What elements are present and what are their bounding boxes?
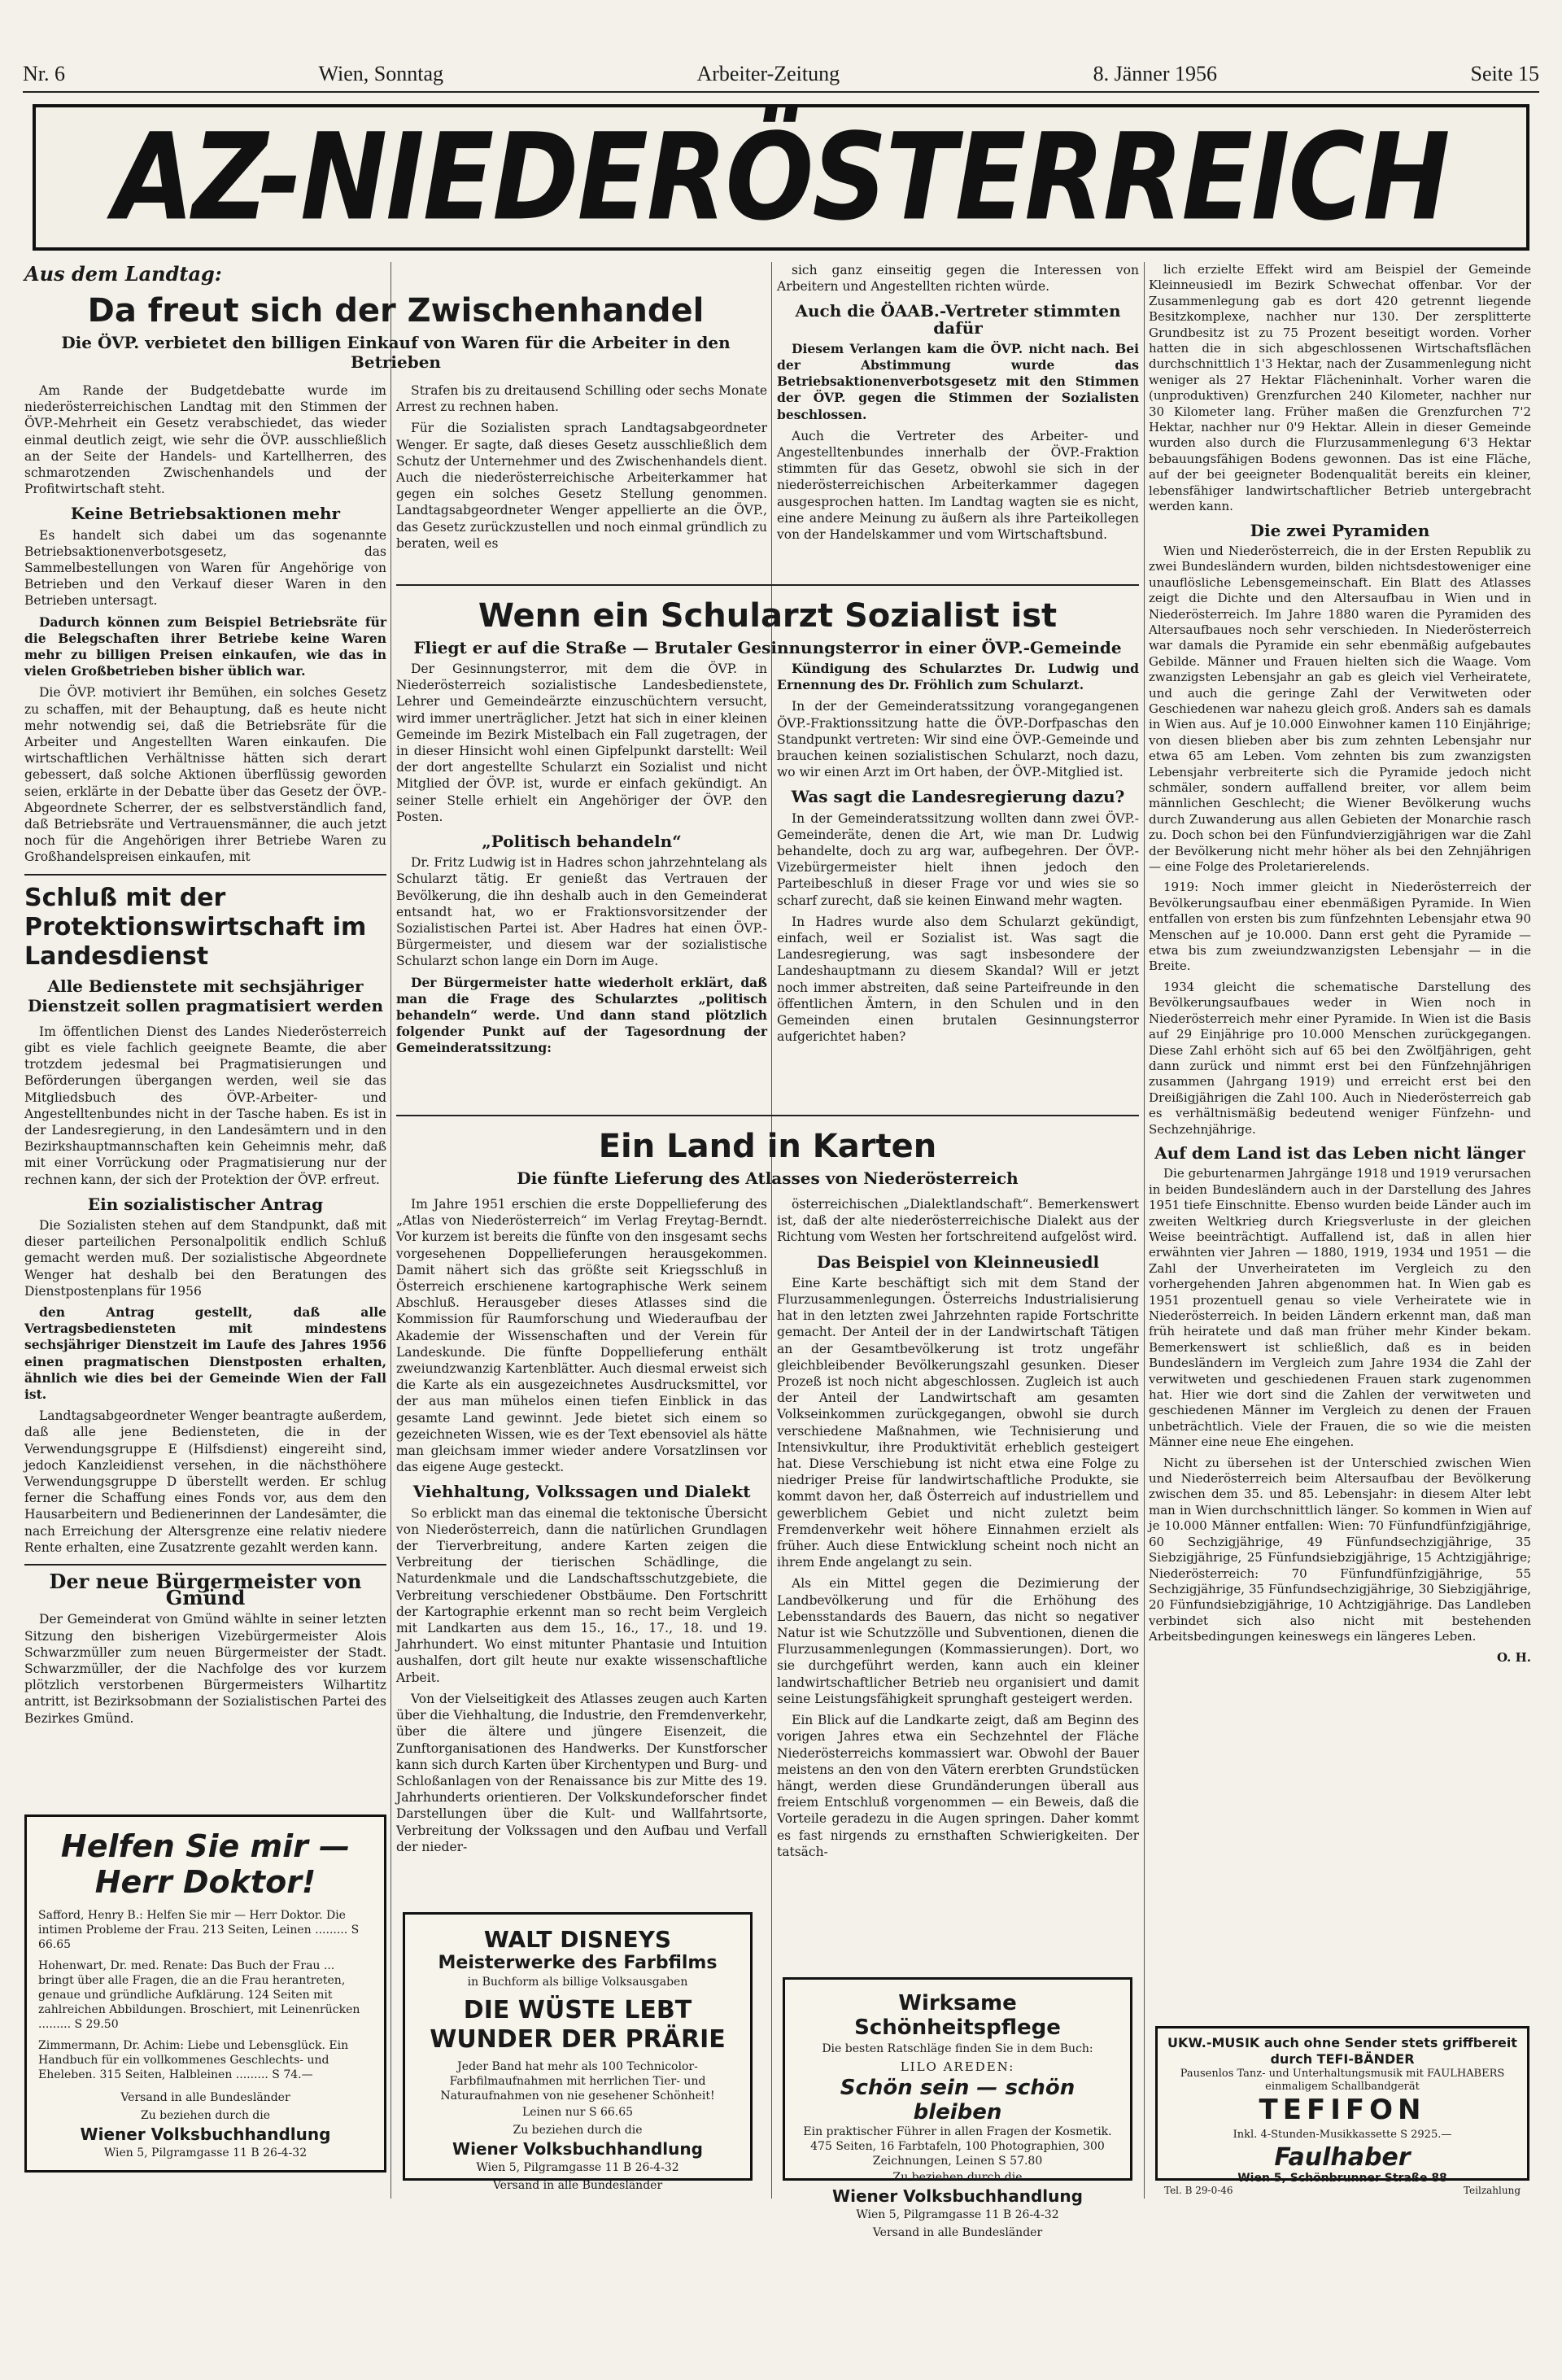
paragraph: Dadurch können zum Beispiel Betriebsräte für die Belegschaften ihrer Betriebe keine Waren mehr zu billigen Preisen einkaufen, wie das in vielen Großbetrieben bisher üblich war. bbox=[24, 614, 386, 679]
paragraph: Auch die Vertreter des Arbeiter- und Angestelltenbundes innerhalb der ÖVP.-Fraktion stimmten für das Gesetz, obwohl sie sich in der niederösterreichischen Arbeiterkammer dagegen ausgesprochen hatten. Im Landtag wagten sie es nicht, eine andere Meinung zu äußern als ihre Parteikollegen von der Handelskammer und vom Wirtschaftsbund. bbox=[777, 428, 1139, 543]
ad-line: Pausenlos Tanz- und Unterhaltungsmusik mit FAULHABERS einmaligem Schallbandgerät bbox=[1180, 2068, 1505, 2093]
paragraph: In der der Gemeinderatssitzung vorangegangenen ÖVP.-Fraktionssitzung hatte die ÖVP.-Dorfpaschas den Standpunkt vertreten: Wir sind eine ÖVP.-Gemeinde und brauchen keinen sozialistischen Schularzt, noch dazu, wo wir einen Arzt im Ort haben, der ÖVP.-Mitglied ist. bbox=[777, 699, 1139, 780]
ad-desc: Jeder Band hat mehr als 100 Technicolor-Farbfilmaufnahmen mit herrlichen Tier- und Naturaufnahmen von nie gesehener Schönheit! bbox=[440, 2060, 715, 2103]
paragraph: Der Gemeinderat von Gmünd wählte in seiner letzten Sitzung den bisherigen Vizebürgermeister Alois Schwarzmüller zum neuen Bürgermeister der Stadt. Schwarzmüller, der die Nachfolge des vor kurzem plötzlich verstorbenen Bürgermeisters Wilhartitz antritt, ist Bezirksobmann der Sozialistischen Partei des Bezirkes Gmünd. bbox=[24, 1612, 386, 1726]
paragraph: Wien und Niederösterreich, die in der Ersten Republik zu zwei Bundesländern wurden, bilden nichtsdestoweniger eine unauflösliche Lebensgemeinschaft. Ein Blatt des Atlasses zeigt die Dichte und den Altersaufbau in Wien und in Niederösterreich. Im Jahre 1880 waren die Pyramiden des Altersaufbaues noch sehr verschieden. In Niederösterreich war damals die Pyramide ein sehr ebenmäßig aufgebautes Gebilde. Männer und Frauen hielten sich die Waage. Vom zwanzigsten Lebensjahr an gab es gleich viel Verheiratete, und auch die geringe Zahl der Verwitweten oder Geschiedenen war nahezu gleich groß. Anders sah es damals in Wien aus. Auf je 10.000 Einwohner kamen 110 Einjährige; von diesen blieben aber bis zum zehnten Lebensjahr nur etwa 65 am Leben. Vom zehnten bis zum zwanzigsten Lebensjahr verbreiterte sich die Pyramide jedoch nicht schmäler, sondern auffallend breiter, vor allem beim männlichen Geschlecht; die Wiener Bevölkerung wuchs durch Zuwanderung aus allen Gebieten der Monarchie rasch zu. Doch schon bei den Fünfundvierzigjährigen war die Zahl der Bevölkerung nicht mehr höher als bei den Zehnjährigen — eine Folge des Proletarierelends. bbox=[1149, 543, 1531, 875]
article-dek: Die fünfte Lieferung des Atlasses von Niederösterreich bbox=[517, 1168, 1019, 1188]
paragraph: Dr. Fritz Ludwig ist in Hadres schon jahrzehntelang als Schularzt tätig. Er genießt das Vertrauen der Bevölkerung, die ihn deshalb auch in den Gemeinderat entsandt hat, wo er Fraktionsvorsitzender der Sozialistischen Partei ist. Aber Hadres hat einen ÖVP.-Bürgermeister, und diesem war der sozialistische Schularzt schon lange ein Dorn im Auge. bbox=[396, 855, 767, 969]
column-2-top bbox=[396, 382, 767, 557]
ad-footer: Zu beziehen durch die bbox=[513, 2124, 643, 2137]
column-rule bbox=[390, 262, 391, 2199]
paragraph: Kündigung des Schularztes Dr. Ludwig und Ernennung des Dr. Fröhlich zum Schularzt. bbox=[777, 661, 1139, 693]
masthead-title: AZ-NIEDERÖSTERREICH bbox=[113, 107, 1449, 247]
paragraph: Eine Karte beschäftigt sich mit dem Stand der Flurzusammenlegungen. Österreichs Industrialisierung hat in den letzten zwei Jahrzehnten rapide Fortschritte gemacht. Der Anteil der in der Landwirtschaft Tätigen an der Gesamtbevölkerung ist trotz ungefähr gleichbleibender Bevölkerungszahl gesunken. Dieser Prozeß ist noch nicht abgeschlossen. Zugleich ist auch der Anteil der Landwirtschaft am gesamten Volkseinkommen zurückgegangen, obwohl sie durch verschiedene Maßnahmen, wie Technisierung und Intensivkultur, ihre Produktivität erheblich gesteigert hat. Diese Verschiebung ist nicht etwa eine Folge zu niedriger Preise für landwirtschaftliche Produkte, sie kommt davon her, daß Österreich auf industriellem und gewerblichem Gebiet und nicht zuletzt beim Fremdenverkehr weit höhere Einnahmen erzielt als früher. Auch diese Entwicklung scheint noch nicht an ihrem Ende angelangt zu sein. bbox=[777, 1275, 1139, 1570]
article-dek: Die ÖVP. verbietet den billigen Einkauf von Waren für die Arbeiter in den Betrieben bbox=[61, 333, 731, 372]
article-atlas-head bbox=[396, 1115, 1139, 1196]
subheading: Viehhaltung, Volkssagen und Dialekt bbox=[412, 1482, 751, 1502]
ad-address: Wien 5, Pilgramgasse 11 B 26-4-32 bbox=[856, 2208, 1059, 2221]
ad-item: Safford, Henry B.: Helfen Sie mir — Herr Doktor. Die intimen Probleme der Frau. 213 Seiten, Leinen ......... S 66.65 bbox=[38, 1909, 360, 1951]
ad-shop: Wiener Volksbuchhandlung bbox=[452, 2139, 703, 2159]
author-signature: O. H. bbox=[1496, 1649, 1531, 1665]
article-title: Wenn ein Schularzt Sozialist ist bbox=[478, 597, 1058, 635]
place-day: Wien, Sonntag bbox=[318, 62, 443, 85]
subheading: Keine Betriebsaktionen mehr bbox=[70, 504, 341, 524]
ad-line: UKW.-MUSIK auch ohne Sender stets griffbereit durch TEFI-BÄNDER bbox=[1167, 2035, 1517, 2067]
masthead bbox=[33, 104, 1529, 251]
ad-contact-row bbox=[1164, 2185, 1521, 2196]
ad-title: Wirksame Schönheitspflege bbox=[854, 1991, 1061, 2040]
article-title: Ein Land in Karten bbox=[598, 1128, 937, 1165]
paragraph: Diesem Verlangen kam die ÖVP. nicht nach. Bei der Abstimmung wurde das Betriebsaktionenverbotsgesetz mit den Stimmen der ÖVP. gegen die Stimmen der Sozialisten beschlossen. bbox=[777, 340, 1139, 422]
page-header bbox=[23, 57, 1539, 93]
ad-tel: Tel. B 29-0-46 bbox=[1164, 2185, 1233, 2196]
atlas-col-a bbox=[396, 1196, 767, 1860]
paragraph: Die geburtenarmen Jahrgänge 1918 und 1919 verursachen in beiden Bundesländern auch in der Darstellung des Jahres 1951 tiefe Einschnitte. Ebenso wurden beide Länder auch im zweiten Weltkrieg durch Kriegsverluste in der gleichen Weise beeinträchtigt. Auffallend ist, daß in allen hier erwähnten vier Jahren — 1880, 1919, 1934 und 1951 — die Zahl der Unverheirateten im Vergleich zu den vorhergehenden Jahren abgenommen hat. In Wien gab es 1951 prozentuell genau so viele Verheiratete wie in Niederösterreich. In beiden Ländern erkennt man, daß man früh heiratete und daß man früher mehr Kinder bekam. Bemerkenswert ist schließlich, daß es in beiden Bundesländern im Vergleich zum Jahre 1934 die Zahl der verwitweten und geschiedenen Frauen stark zugenommen hat. Hier wie dort sind die Zahlen der verwitweten und geschiedenen Männer im Vergleich zu denen der Frauen unbeträchtlich. Viele der Frauen, die so wie die meisten Männer eine neue Ehe eingehen. bbox=[1149, 1166, 1531, 1450]
ad-brand: TEFIFON bbox=[1259, 2094, 1426, 2126]
article-title: Schluß mit der Protektionswirtschaft im Landesdienst bbox=[24, 883, 367, 971]
divider bbox=[24, 1564, 386, 1566]
paragraph: 1919: Noch immer gleicht in Niederösterreich der Bevölkerungsaufbau einer ebenmäßigen Pyramide. In Wien entfallen von ersten bis zum fünfzehnten Lebensjahr etwa 90 Menschen auf je 10.000. Dann erst geht die Pyramide — etwa bis zum zweiundzwanzigsten Lebensjahr — in die Breite. bbox=[1149, 880, 1531, 974]
ad-address: Wien 5, Pilgramgasse 11 B 26-4-32 bbox=[103, 2146, 308, 2159]
paragraph: Von der Vielseitigkeit des Atlasses zeugen auch Karten über die Viehhaltung, die Industrie, den Fremdenverkehr, über die ältere und jüngere Eisenzeit, die Zunftorganisationen des Handwerks. Der Kunstforscher kann sich durch Karten über Kirchentypen und Burg- und Schloßanlagen von der Renaissance bis zur Mitte des 19. Jahrhunderts orientieren. Der Volkskundeforscher findet Darstellungen über die Kult- und Wallfahrtsorte, Verbreitung der Volkssagen und den Aufbau und Verfall der nieder- bbox=[396, 1691, 767, 1854]
paragraph: In Hadres wurde also dem Schularzt gekündigt, einfach, weil er Sozialist ist. Was sagt die Landesregierung, was sagt insbesondere der Landeshauptmann zu diesem Skandal? Will er jetzt noch immer abstreiten, daß seine Parteifreunde in den öffentlichen Ämtern, in den Schulen und in den Gemeinden einen brutalen Gesinnungsterror aufgerichtet haben? bbox=[777, 914, 1139, 1045]
ad-author: LILO AREDEN: bbox=[900, 2059, 1015, 2074]
article-landtag-head bbox=[24, 262, 767, 380]
article-title: Da freut sich der Zwischenhandel bbox=[87, 292, 705, 330]
article-schularzt-head bbox=[396, 584, 1139, 666]
subheading: Das Beispiel von Kleinneusiedl bbox=[816, 1251, 1100, 1272]
column-1 bbox=[24, 382, 386, 1732]
divider bbox=[24, 874, 386, 876]
ad-shop: Wiener Volksbuchhandlung bbox=[832, 2186, 1083, 2206]
paragraph: den Antrag gestellt, daß alle Vertragsbediensteten mit mindestens sechsjähriger Dienstzeit im Laufe des Jahres 1956 einen pragmatischen Dienstposten erhalten, ähnlich wie dies bei der Gemeinde Wien der Fall ist. bbox=[24, 1304, 386, 1402]
ad-tefifon bbox=[1155, 2026, 1529, 2196]
subheading: Auch die ÖAAB.-Vertreter stimmten dafür bbox=[795, 301, 1121, 338]
ad-beauty bbox=[783, 1977, 1132, 2239]
paragraph: So erblickt man das einemal die tektonische Übersicht von Niederösterreich, dann die natürlichen Grundlagen der Tierverbreitung, andere Karten zeigen die Verbreitung der tierischen Schädlinge, die Naturdenkmale und die Landschaftsschutzgebiete, die Verbreitung verschiedener Obstbäume. Den Fortschritt der Kartographie erkennt man so recht beim Vergleich mit Landkarten aus dem 15., 16., 17., 18. und 19. Jahrhundert. Wo einst mitunter Phantasie und Intuition aushalfen, dort gilt heute nur exakte wissenschaftliche Arbeit. bbox=[396, 1505, 767, 1685]
schularzt-col-b bbox=[777, 661, 1139, 1050]
atlas-col-b bbox=[777, 1196, 1139, 1865]
paragraph: Strafen bis zu dreitausend Schilling oder sechs Monate Arrest zu rechnen haben. bbox=[396, 383, 767, 415]
paragraph: Landtagsabgeordneter Wenger beantragte außerdem, daß alle jene Bediensteten, die in der Verwendungsgruppe E (Hilfsdienst) eingereiht sind, jedoch Kanzleidienst versehen, in die nächsthöhere Verwendungsgruppe D überstellt werden. Er schlug ferner die Schaffung eines Fonds vor, aus dem den Hausarbeitern und Bedienerinnen der Landesämter, die nach Erreichung der Altersgrenze eine relativ niedere Rente erhalten, eine Zusatzrente gezahlt werden kann. bbox=[24, 1408, 386, 1555]
schularzt-col-a bbox=[396, 661, 767, 1062]
subheading: „Politisch behandeln“ bbox=[482, 832, 682, 852]
paragraph: Es handelt sich dabei um das sogenannte Betriebsaktionenverbotsgesetz, das Sammelbestellungen von Waren für Angehörige von Betrieben und den Verkauf dieser Waren in den Betrieben untersagt. bbox=[24, 527, 386, 609]
page-number: Seite 15 bbox=[1470, 62, 1539, 85]
ad-footer: Versand in alle Bundesländer bbox=[872, 2226, 1043, 2239]
ad-shop: Wiener Volksbuchhandlung bbox=[80, 2125, 331, 2144]
subheading: Was sagt die Landesregierung dazu? bbox=[791, 787, 1125, 807]
ad-line: Meisterwerke des Farbfilms bbox=[438, 1953, 718, 1973]
ad-desc: Ein praktischer Führer in allen Fragen der Kosmetik. 475 Seiten, 16 Farbtafeln, 100 Photographien, 300 Zeichnungen, Leinen S 57.80 bbox=[803, 2125, 1112, 2168]
article-kicker: Aus dem Landtag: bbox=[24, 262, 222, 286]
paragraph: Nicht zu übersehen ist der Unterschied zwischen Wien und Niederösterreich beim Altersaufbau der Bevölkerung zwischen dem 35. und 85. Lebensjahr: in diesem Alter lebt man in Wien durchschnittlich länger. So kommen in Wien auf je 10.000 Männer entfallen: Wien: 70 Fünfundfünfzigjährige, 60 Sechzigjährige, 49 Fünfundsechzigjährige, 35 Siebzigjährige, 25 Fünfundsiebzigjährige, 15 Achtzigjährige; Niederösterreich: 70 Fünfundfünfzigjährige, 55 Sechzigjährige, 35 Fünfundsechzigjährige, 30 Siebzigjährige, 20 Fünfundsiebzigjährige, 10 Achtzigjährige. Das Landleben verbindet sich also nicht mit bestehenden Arbeitsbedingungen keineswegs ein längeres Leben. bbox=[1149, 1455, 1531, 1644]
ad-footer: Versand in alle Bundesländer bbox=[492, 2179, 663, 2192]
paragraph: 1934 gleicht die schematische Darstellung des Bevölkerungsaufbaues weder in Wien noch in Niederösterreich mehr einer Pyramide. In Wien ist die Basis auf 29 Einjährige pro 10.000 Menschen zurückgegangen. Diese Zahl erhöht sich auf 65 bei den Zwölfjährigen, geht dann zurück und nimmt erst bei den Fünfzehnjährigen zusammen (Jahrgang 1919) und erreicht erst bei den Dreißigjährigen die Zahl 100. Auch in Niederösterreich gab es verhältnismäßig bedeutend weniger Fünfzehn- und Sechzehnjährige. bbox=[1149, 979, 1531, 1137]
article-title: Der neue Bürgermeister von Gmünd bbox=[49, 1569, 362, 1610]
ad-address: Wien 5, Schönbrunner Straße 88 bbox=[1237, 2172, 1447, 2185]
column-3-top bbox=[777, 262, 1139, 548]
ad-books bbox=[24, 1814, 386, 2173]
paragraph: Die ÖVP. motiviert ihr Bemühen, ein solches Gesetz zu schaffen, mit der Behauptung, daß es heute nicht mehr notwendig sei, daß die Betriebsräte für die Arbeiter und Angestellten Waren einkaufen. Die wirtschaftlichen Verhältnisse hätten sich derart gebessert, daß solche Aktionen überflüssig geworden seien, erklärte in der Debatte über das Gesetz der ÖVP.-Abgeordnete Scherrer, der es selbstverständlich fand, daß Betriebsräte und Vertrauensmänner, die auch jetzt noch für die Angehörigen ihrer Betriebe Waren zu Großhandelspreisen einkaufen, mit bbox=[24, 685, 386, 865]
ad-footer: Zu beziehen durch die bbox=[140, 2109, 271, 2122]
ad-address: Wien 5, Pilgramgasse 11 B 26-4-32 bbox=[476, 2161, 679, 2174]
ad-shop: Faulhaber bbox=[1274, 2143, 1411, 2172]
paragraph: Der Bürgermeister hatte wiederholt erklärt, daß man die Frage des Schularztes „politisch behandeln“ werde. Und dann stand plötzlich folgender Punkt auf der Tagesordnung der Gemeinderatssitzung: bbox=[396, 974, 767, 1056]
paragraph: Die Sozialisten stehen auf dem Standpunkt, daß mit dieser parteilichen Personalpolitik endlich Schluß gemacht werden muß. Der sozialistische Abgeordnete Wenger hat deshalb bei den Beratungen des Dienstpostenplans für 1956 bbox=[24, 1217, 386, 1299]
paragraph: Als ein Mittel gegen die Dezimierung der Landbevölkerung und für die Erhöhung des Lebensstandards des Bauern, das nicht so negativer Natur ist wie Schutzzölle und Subventionen, dienen die Flurzusammenlegungen (Kommassierungen). Dort, wo sie durchgeführt werden, kann auch ein kleiner landwirtschaftlicher Betrieb neu organisiert und damit seine Leistungsfähigkeit sprunghaft gesteigert werden. bbox=[777, 1576, 1139, 1706]
ad-item: Zimmermann, Dr. Achim: Liebe und Lebensglück. Ein Handbuch für ein vollkommenes Geschlechts- und Eheleben. 315 Seiten, Halbleinen ......... S 74.— bbox=[38, 2039, 349, 2081]
ad-disney bbox=[403, 1912, 753, 2192]
ad-title: DIE WÜSTE LEBT WUNDER DER PRÄRIE bbox=[430, 1996, 726, 2054]
ad-line: Inkl. 4-Stunden-Musikkassette S 2925.— bbox=[1233, 2129, 1452, 2141]
ad-brand: WALT DISNEYS bbox=[483, 1926, 672, 1953]
article-dek: Fliegt er auf die Straße — Brutaler Gesinnungsterror in einer ÖVP.-Gemeinde bbox=[413, 638, 1122, 657]
paragraph: In der Gemeinderatssitzung wollten dann zwei ÖVP.-Gemeinderäte, denen die Art, wie man Dr. Ludwig behandelte, doch zu arg war, aufbegehren. Der ÖVP.-Vizebürgermeister hielt ihnen jedoch den Parteibeschluß in dieser Frage vor und wies sie so scharf zurecht, daß sie keinen Einwand mehr wagten. bbox=[777, 810, 1139, 908]
issue-date: 8. Jänner 1956 bbox=[1093, 62, 1217, 85]
paragraph: Im öffentlichen Dienst des Landes Niederösterreich gibt es viele fachlich geeignete Beamte, die aber trotzdem jedesmal bei Pragmatisierungen und Beförderungen übergangen werden, weil sie das Mitgliedsbuch des ÖVP.-Arbeiter- und Angestelltenbundes nicht in der Tasche haben. Es ist in der Landesregierung, in den Landesämtern und in den Bezirkshauptmannschaften kein Geheimnis mehr, daß mit einer Vorrückung oder Pragmatisierung nur der rechnen kann, der sich der Protektion der ÖVP. erfreut. bbox=[24, 1024, 386, 1187]
column-rule bbox=[771, 262, 772, 2199]
subheading: Die zwei Pyramiden bbox=[1250, 520, 1430, 540]
subheading: Ein sozialistischer Antrag bbox=[87, 1194, 324, 1214]
issue-number: Nr. 6 bbox=[23, 62, 65, 85]
ad-line: in Buchform als billige Volksausgaben bbox=[467, 1976, 688, 1989]
ad-footer: Zu beziehen durch die bbox=[892, 2171, 1023, 2184]
paragraph: Im Jahre 1951 erschien die erste Doppellieferung des „Atlas von Niederösterreich“ im Verlag Freytag-Berndt. Vor kurzem ist bereits die fünfte von den insgesamt sechs vorgesehenen Doppellieferungen herausgekommen. Damit nähert sich das größte seit Kriegsschluß in Österreich erschienene kartographische Werk seinem Abschluß. Herausgeber dieses Atlasses sind die Kommission für Raumforschung und Wiederaufbau der Akademie der Wissenschaften und der Verein für Landeskunde. Die fünfte Doppellieferung enthält zweiundzwanzig Kartenblätter. Auch diesmal erweist sich die Karte als ein ausgezeichnetes Ausdrucksmittel, vor der aus man mühelos einen tiefen Einblick in das gesamte Land gewinnt. Jede bietet sich einem so gezeichneten Wissen, wie es der Text ebensoviel als hätte man gleichsam immer wieder andere Vorsatzlinsen vor das eigene Auge gesteckt. bbox=[396, 1197, 767, 1475]
column-4 bbox=[1149, 262, 1531, 1666]
ad-headline: Helfen Sie mir — Herr Doktor! bbox=[60, 1828, 351, 1900]
paragraph: sich ganz einseitig gegen die Interessen von Arbeitern und Angestellten richten würde. bbox=[777, 263, 1139, 295]
ad-book: Schön sein — schön bleiben bbox=[840, 2076, 1076, 2125]
paragraph: Am Rande der Budgetdebatte wurde im niederösterreichischen Landtag mit den Stimmen der ÖVP.-Mehrheit ein Gesetz verabschiedet, das wieder einmal deutlich zeigt, wie sehr die ÖVP. ausschließlich an der Seite der Handels- und Kartellherren, des schmarotzenden Zwischenhandels und der Profitwirtschaft steht. bbox=[24, 383, 386, 497]
ad-line: Die besten Ratschläge finden Sie in dem Buch: bbox=[822, 2042, 1093, 2055]
column-rule bbox=[1144, 262, 1145, 2199]
paragraph: österreichischen „Dialektlandschaft“. Bemerkenswert ist, daß der alte niederösterreichische Dialekt aus der Richtung vom Westen her fortschreitend aufgelöst wird. bbox=[777, 1197, 1139, 1245]
ad-payment: Teilzahlung bbox=[1463, 2185, 1521, 2196]
paragraph: Ein Blick auf die Landkarte zeigt, daß am Beginn des vorigen Jahres etwa ein Sechzehntel der Fläche Niederösterreichs kommassiert war. Obwohl der Bauer meistens an den von den Vätern ererbten Grundstücken hängt, werden diese Grundänderungen überall aus freiem Entschluß vorgenommen — ein Beweis, daß die Vorteile geradezu in die Augen springen. Daher kommt es fast nirgends zu ernsthaften Schwierigkeiten. Der tatsäch- bbox=[777, 1713, 1139, 1859]
paper-name: Arbeiter-Zeitung bbox=[696, 62, 840, 85]
paragraph: lich erzielte Effekt wird am Beispiel der Gemeinde Kleinneusiedl im Bezirk Schwechat offenbar. Vor der Zusammenlegung gab es dort 420 getrennt liegende Besitzkomplexe, nachher nur 130. Der zersplitterte Grundbesitz ist zu 75 Prozent beseitigt worden. Vorher hatten die in sich abgeschlossenen Wirtschaftsflächen durchschnittlich 1'3 Hektar, nach der Zusammenlegung nicht weniger als 27 Hektar Flächeninhalt. Vorher waren die (unproduktiven) Grenzfurchen 240 Kilometer, nachher nur 30 Kilometer lang. Früher maßen die Grenzfurchen 7'2 Hektar, nachher nur 0'9 Hektar. Allein in dieser Gemeinde wurden also durch die Flurzusammenlegung 6'3 Hektar bebauungsfähigen Bodens gewonnen. Das ist eine Fläche, auf der bei geeigneter Bodenqualität bereits ein kleiner, lebensfähiger landwirtschaftlicher Betrieb untergebracht werden kann. bbox=[1149, 262, 1531, 514]
ad-price: Leinen nur S 66.65 bbox=[521, 2106, 634, 2119]
ad-footer: Versand in alle Bundesländer bbox=[120, 2091, 290, 2104]
paragraph: Für die Sozialisten sprach Landtagsabgeordneter Wenger. Er sagte, daß dieses Gesetz ausschließlich dem Schutz der Unternehmer und des Zwischenhandels dient. Auch die niederösterreichische Arbeiterkammer hat gegen ein solches Gesetz Stellung genommen. Landtagsabgeordneter Wenger appellierte an die ÖVP., das Gesetz zurückzustellen und noch einmal gründlich zu beraten, weil es bbox=[396, 421, 767, 551]
ad-item: Hohenwart, Dr. med. Renate: Das Buch der Frau ... bringt über alle Fragen, die an die Frau herantreten, genaue und gründliche Aufklärung. 124 Seiten mit zahlreichen Abbildungen. Broschiert, mit Leinenrücken ......... S 29.50 bbox=[38, 1959, 360, 2031]
subheading: Auf dem Land ist das Leben nicht länger bbox=[1154, 1142, 1525, 1163]
paragraph: Der Gesinnungsterror, mit dem die ÖVP. in Niederösterreich sozialistische Landesbedienstete, Lehrer und Gemeindeärzte einzuschüchtern versucht, wird immer unerträglicher. Jetzt hat sich in einer kleinen Gemeinde im Bezirk Mistelbach ein Fall zugetragen, der in dieser Hinsicht wohl einen Gipfelpunkt darstellt: Weil der dort angestellte Schularzt ein Sozialist und nicht Mitglied der ÖVP. ist, wurde er einfach gekündigt. An seiner Stelle erhielt ein Angehöriger der ÖVP. den Posten. bbox=[396, 662, 767, 824]
article-dek: Alle Bedienstete mit sechsjähriger Dienstzeit sollen pragmatisiert werden bbox=[27, 976, 384, 1015]
